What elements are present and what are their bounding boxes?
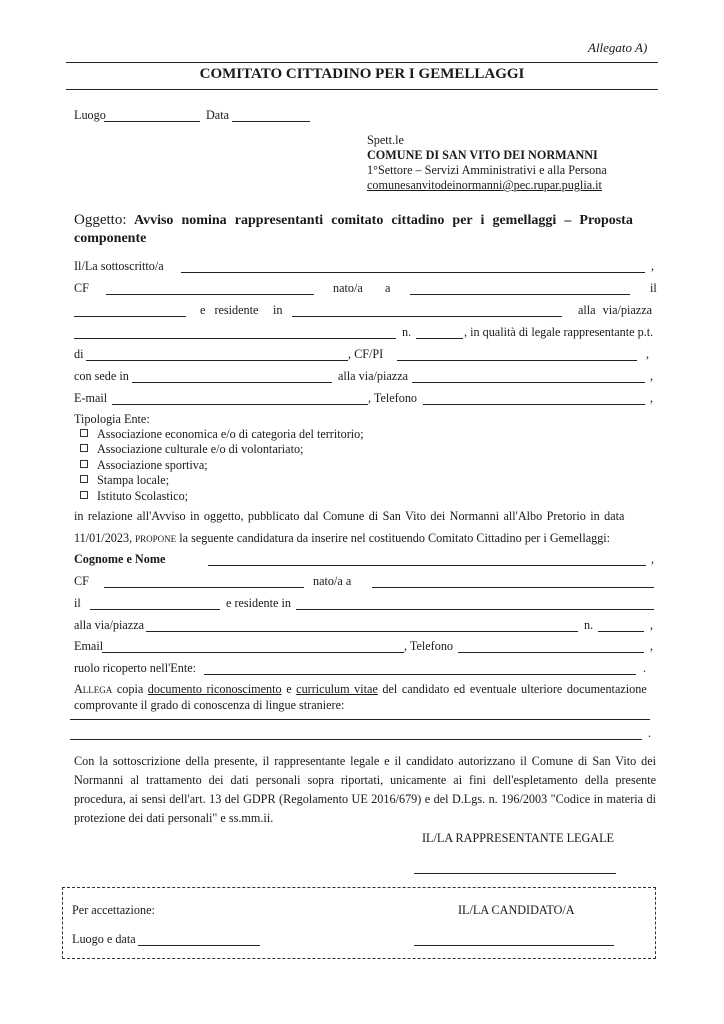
- comma: ,: [651, 259, 655, 273]
- checkbox-icon[interactable]: [80, 444, 88, 452]
- comma: ,: [650, 369, 654, 383]
- comma: ,: [646, 347, 650, 361]
- recipient-settore: 1°Settore – Servizi Amministrativi e alla Persona: [367, 163, 607, 177]
- comma: ,: [650, 391, 654, 405]
- acceptance-luogo-label: Luogo e data: [72, 932, 136, 946]
- sede-field[interactable]: [132, 382, 332, 383]
- subject-line-1: Avviso nomina rappresentanti comitato cittadino per i gemellaggi – Proposta: [134, 213, 633, 228]
- cfpi-label: , CF/PI: [348, 347, 384, 361]
- nato-label: nato/a: [333, 281, 363, 295]
- acceptance-luogo-field[interactable]: [138, 945, 260, 946]
- title-rule-top: [66, 62, 658, 63]
- sede-label: con sede in: [74, 369, 129, 383]
- cand-nato-label: nato/a a: [313, 574, 352, 588]
- relazione-line-1: in relazione all'Avviso in oggetto, pubblicato dal Comune di San Vito dei Normanni all'Albo Pretorio in data: [74, 509, 625, 523]
- a-label: a: [385, 281, 391, 295]
- allega-line-1: Allega copia documento riconoscimento e curriculum vitae del candidato ed eventuale ulteriore documentazione: [74, 682, 647, 696]
- data-label: Data: [206, 108, 230, 122]
- cand-luogo-nascita-field[interactable]: [372, 587, 654, 588]
- tipologia-option[interactable]: Stampa locale;: [80, 473, 364, 488]
- comma: ,: [650, 639, 654, 653]
- page-title: COMITATO CITTADINO PER I GEMELLAGGI: [199, 66, 525, 82]
- cand-email-label: Email: [74, 639, 104, 653]
- tipologia-label: Tipologia Ente:: [74, 412, 150, 426]
- allega-field-2[interactable]: [70, 739, 642, 740]
- cand-nome-label: Cognome e Nome: [74, 552, 166, 566]
- rep-signature-field[interactable]: [414, 873, 616, 874]
- n-label: n.: [402, 325, 412, 339]
- tipologia-option[interactable]: Associazione culturale e/o di volontariato;: [80, 442, 364, 457]
- di-label: di: [74, 347, 84, 361]
- subject-label: Oggetto:: [74, 212, 127, 228]
- sede-via-field[interactable]: [412, 382, 645, 383]
- cand-n-label: n.: [584, 618, 594, 632]
- comma: ,: [651, 552, 655, 566]
- cand-il-label: il: [74, 596, 81, 610]
- recipient-comune: COMUNE DI SAN VITO DEI NORMANNI: [367, 148, 598, 162]
- cand-via-field[interactable]: [146, 631, 578, 632]
- cand-ruolo-label: ruolo ricoperto nell'Ente:: [74, 661, 196, 675]
- period: .: [643, 661, 647, 675]
- qualita-label: , in qualità di legale rappresentante p.t.: [464, 325, 654, 339]
- telefono-field[interactable]: [423, 404, 645, 405]
- cand-ruolo-field[interactable]: [204, 674, 636, 675]
- cand-data-nascita-field[interactable]: [90, 609, 220, 610]
- email-label: E-mail: [74, 391, 108, 405]
- il-label: il: [650, 281, 657, 295]
- acceptance-label: Per accettazione:: [72, 903, 155, 917]
- cand-civico-field[interactable]: [598, 631, 644, 632]
- allegato-label: Allegato A): [588, 40, 648, 55]
- candidate-signature-field[interactable]: [414, 945, 614, 946]
- in-label: in: [273, 303, 283, 317]
- luogo-field[interactable]: [104, 121, 200, 122]
- data-nascita-field[interactable]: [74, 316, 186, 317]
- checkbox-icon[interactable]: [80, 429, 88, 437]
- privacy-consent-text: Con la sottoscrizione della presente, il rappresentante legale e il candidato autorizzano il Comune di San Vito dei Normanni al trattamento dei dati personali sopra riportati, unicamente ai fini dell'espletamento della presente procedura, ai sensi dell'art. 13 del GDPR (Regolamento UE 2016/679) e del D.Lgs. n. 196/2003 "Codice in materia di protezione dei dati personali" e ss.mm.ii.: [74, 754, 656, 825]
- rep-signature-label: IL/LA RAPPRESENTANTE LEGALE: [422, 831, 614, 845]
- relazione-line-2: 11/01/2023, propone la seguente candidatura da inserire nel costituendo Comitato Cittadino per i Gemellaggi:: [74, 531, 611, 545]
- data-field[interactable]: [232, 121, 310, 122]
- residenza-field[interactable]: [292, 316, 562, 317]
- ente-field[interactable]: [86, 360, 348, 361]
- spett-label: Spett.le: [367, 133, 404, 147]
- cf-field[interactable]: [106, 294, 314, 295]
- email-field[interactable]: [112, 404, 368, 405]
- cand-telefono-label: , Telefono: [404, 639, 454, 653]
- cand-telefono-field[interactable]: [458, 652, 644, 653]
- cand-nome-field[interactable]: [208, 565, 646, 566]
- via2-label: alla via/piazza: [338, 369, 409, 383]
- cfpi-field[interactable]: [397, 360, 637, 361]
- recipient-pec-link[interactable]: comunesanvitodeinormanni@pec.rupar.puglia.it: [367, 178, 602, 192]
- subject-line-2: componente: [74, 231, 147, 246]
- cand-cf-label: CF: [74, 574, 89, 588]
- title-rule-bottom: [66, 89, 658, 90]
- sottoscritto-label: Il/La sottoscritto/a: [74, 259, 164, 273]
- telefono-label: , Telefono: [368, 391, 418, 405]
- allega-line-2: comprovante il grado di conoscenza di lingue straniere:: [74, 698, 345, 712]
- tipologia-option[interactable]: Associazione sportiva;: [80, 458, 364, 473]
- candidate-signature-label: IL/LA CANDIDATO/A: [458, 903, 575, 917]
- cand-via-label: alla via/piazza: [74, 618, 145, 632]
- residente-label: e residente: [200, 303, 259, 317]
- checkbox-icon[interactable]: [80, 491, 88, 499]
- tipologia-option[interactable]: Associazione economica e/o di categoria del territorio;: [80, 427, 364, 442]
- civico-field[interactable]: [416, 338, 463, 339]
- cand-residenza-field[interactable]: [296, 609, 654, 610]
- cf-label: CF: [74, 281, 89, 295]
- via-field[interactable]: [74, 338, 396, 339]
- checkbox-icon[interactable]: [80, 475, 88, 483]
- comma: ,: [650, 618, 654, 632]
- checkbox-icon[interactable]: [80, 460, 88, 468]
- via-label: alla via/piazza: [578, 303, 653, 317]
- sottoscritto-field[interactable]: [181, 272, 645, 273]
- cand-cf-field[interactable]: [104, 587, 304, 588]
- luogo-nascita-field[interactable]: [410, 294, 630, 295]
- acceptance-box: [62, 887, 656, 959]
- tipologia-list: [80, 427, 364, 504]
- allega-field-1[interactable]: [70, 719, 650, 720]
- tipologia-option[interactable]: Istituto Scolastico;: [80, 489, 364, 504]
- cand-email-field[interactable]: [102, 652, 404, 653]
- period: .: [648, 726, 652, 740]
- cand-residente-label: e residente in: [226, 596, 291, 610]
- luogo-label: Luogo: [74, 108, 106, 122]
